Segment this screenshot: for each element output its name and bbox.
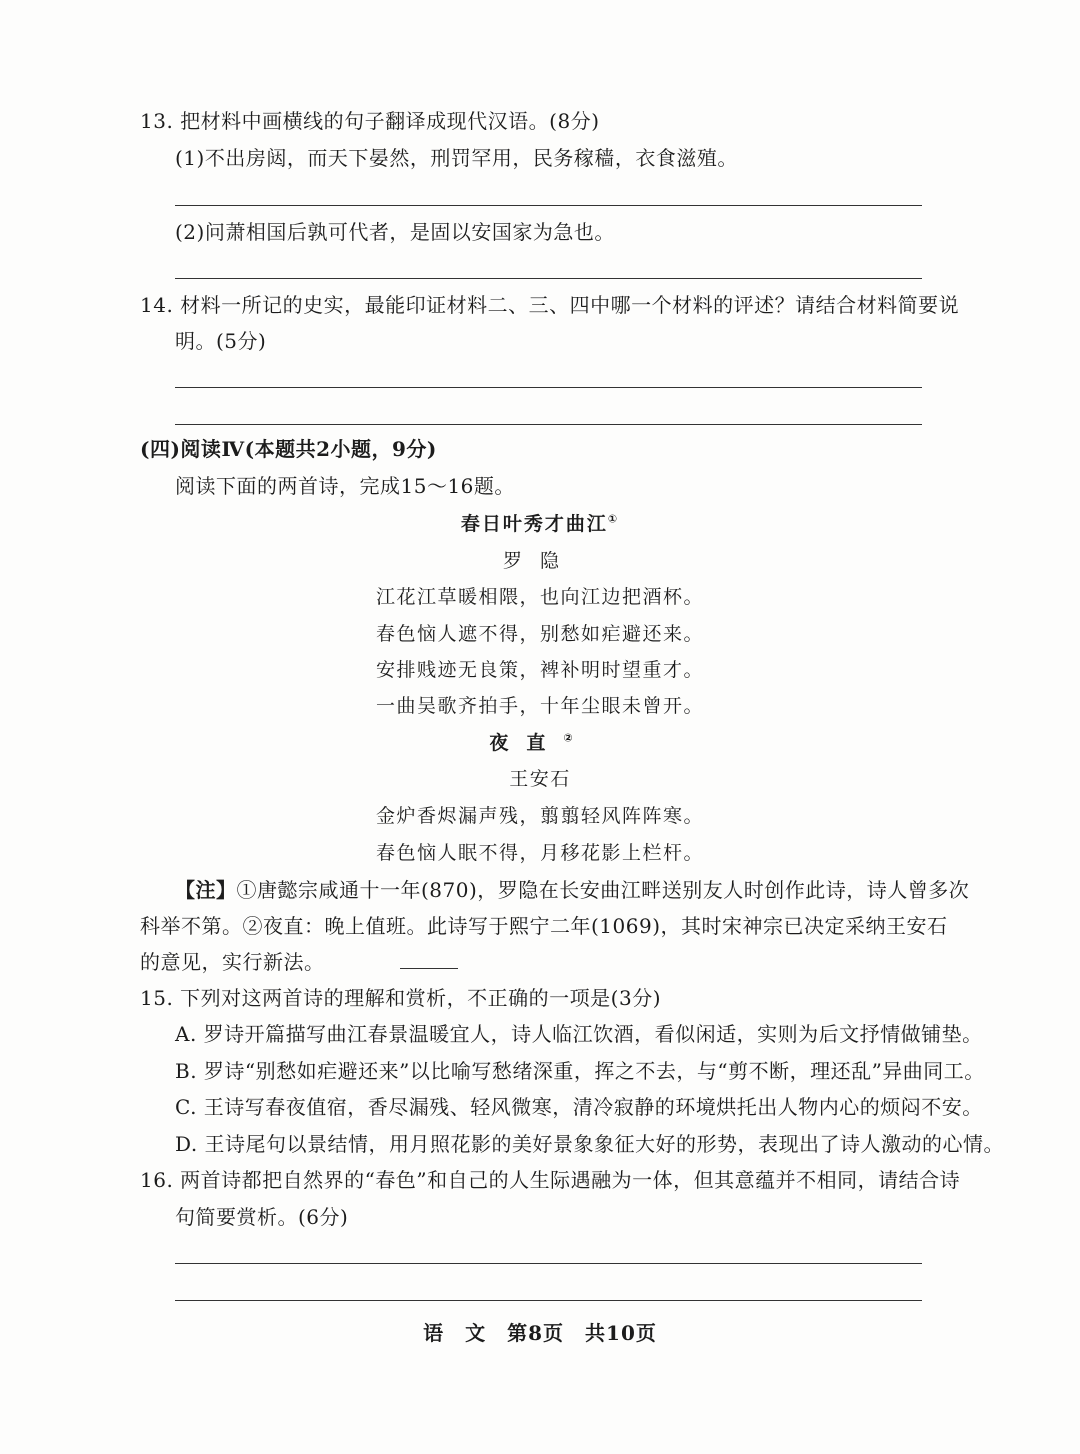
q13-sentence-2: (2)问萧相国后孰可代者，是固以安国家为急也。 [175, 220, 615, 244]
short-rule [400, 968, 458, 969]
answer-line[interactable] [175, 205, 922, 206]
q15-option-b[interactable]: B. 罗诗“别愁如疟避还来”以比喻写愁绪深重，挥之不去，与“剪不断，理还乱”异曲同工。 [175, 1059, 985, 1083]
poem1-line: 安排贱迹无良策，裨补明时望重才。 [375, 659, 704, 681]
q14-stem-line-1: 14. 材料一所记的史实，最能印证材料二、三、四中哪一个材料的评述？请结合材料简要说 [140, 293, 960, 317]
note-line-1: 【注】①唐懿宗咸通十一年(870)，罗隐在长安曲江畔送别友人时创作此诗，诗人曾多次 [175, 878, 970, 902]
q15-option-d[interactable]: D. 王诗尾句以景结情，用月照花影的美好景象象征大好的形势，表现出了诗人激动的心情。 [175, 1132, 1005, 1156]
q16-stem-line-1: 16. 两首诗都把自然界的“春色”和自己的人生际遇融为一体，但其意蕴并不相同，请结合诗 [140, 1168, 961, 1192]
poem2-title: 夜直② [489, 731, 591, 754]
section-intro: 阅读下面的两首诗，完成15～16题。 [175, 474, 515, 498]
q15-option-c[interactable]: C. 王诗写春夜值宿，香尽漏残、轻风微寒，清冷寂静的环境烘托出人物内心的烦闷不安。 [175, 1095, 983, 1119]
answer-line[interactable] [175, 387, 922, 388]
note-mark: ① [607, 512, 620, 526]
q15-option-a[interactable]: A. 罗诗开篇描写曲江春景温暖宜人，诗人临江饮酒，看似闲适，实则为后文抒情做铺垫。 [175, 1022, 983, 1046]
poem1-line: 一曲吴歌齐拍手，十年尘眼未曾开。 [375, 695, 704, 717]
poem2-line: 春色恼人眠不得，月移花影上栏杆。 [375, 842, 704, 864]
answer-line[interactable] [175, 424, 922, 425]
answer-line[interactable] [175, 1300, 922, 1301]
poem1-line: 春色恼人遮不得，别愁如疟避还来。 [375, 623, 704, 645]
q13-stem: 13. 把材料中画横线的句子翻译成现代汉语。(8分) [140, 109, 600, 133]
section-heading: (四)阅读Ⅳ(本题共2小题，9分) [140, 437, 437, 461]
poem2-line: 金炉香烬漏声残，翦翦轻风阵阵寒。 [375, 805, 704, 827]
poem1-title: 春日叶秀才曲江① [460, 512, 620, 535]
note-label: 【注】 [175, 878, 237, 902]
answer-line[interactable] [175, 278, 922, 279]
q16-stem-line-2: 句简要赏析。(6分) [175, 1205, 349, 1229]
q14-stem-line-2: 明。(5分) [175, 329, 267, 353]
note-mark: ② [563, 731, 591, 745]
poem1-line: 江花江草暖相隈，也向江边把酒杯。 [375, 586, 704, 608]
answer-line[interactable] [175, 1263, 922, 1264]
note-line-3: 的意见，实行新法。 [140, 950, 325, 974]
page-footer: 语 文 第8页 共10页 [423, 1321, 657, 1345]
q15-stem: 15. 下列对这两首诗的理解和赏析，不正确的一项是(3分) [140, 986, 661, 1010]
poem2-author: 王安石 [509, 768, 571, 790]
note-line-2: 科举不第。②夜直：晚上值班。此诗写于熙宁二年(1069)，其时宋神宗已决定采纳王安石 [140, 914, 948, 938]
poem1-author: 罗隐 [502, 550, 577, 572]
q13-sentence-1: (1)不出房闼，而天下晏然，刑罚罕用，民务稼穑，衣食滋殖。 [175, 146, 738, 170]
